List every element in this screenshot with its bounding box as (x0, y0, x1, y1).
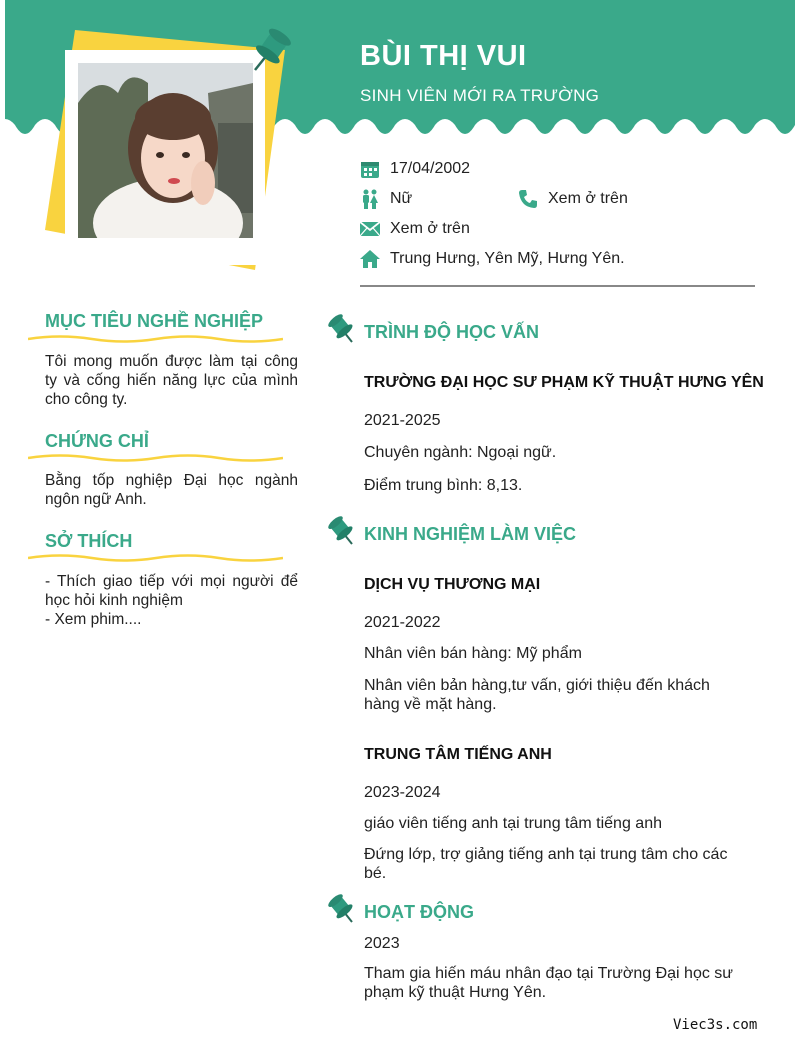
job-company: DỊCH VỤ THƯƠNG MẠI (364, 576, 541, 593)
job-description: Nhân viên bản hàng,tư vấn, giới thiệu đến khách hàng về mặt hàng. (364, 677, 710, 713)
education-gpa: Điểm trung bình: 8,13. (364, 477, 523, 494)
phone-value: Xem ở trên (548, 190, 628, 207)
pushpin-icon (328, 894, 356, 924)
school-name: TRƯỜNG ĐẠI HỌC SƯ PHẠM KỸ THUẬT HƯNG YÊN (364, 374, 764, 391)
job-description: Đứng lớp, trợ giảng tiếng anh tại trung tâm cho các bé. (364, 846, 728, 882)
job-years: 2021-2022 (364, 614, 441, 631)
phone-row (518, 189, 628, 209)
email-row (360, 219, 470, 239)
footer-watermark: Viec3s.com (673, 1017, 758, 1033)
hobby-title: SỞ THÍCH (45, 531, 133, 551)
activities-year: 2023 (364, 935, 400, 952)
photo-frame (65, 50, 265, 265)
cert-title: CHỨNG CHỈ (45, 431, 149, 451)
hobby-line-1: - Thích giao tiếp với mọi người để học hỏi kinh nghiệm (45, 573, 298, 609)
mail-icon (360, 219, 380, 239)
experience-title: KINH NGHIỆM LÀM VIỆC (364, 524, 577, 544)
activities-description: Tham gia hiến máu nhân đạo tại Trường Đại học sư phạm kỹ thuật Hưng Yên. (364, 965, 733, 1001)
home-icon (360, 249, 380, 269)
cert-text: Bằng tốp nghiệp Đại học ngành ngôn ngữ Anh. (45, 472, 298, 508)
job-position: giáo viên tiếng anh tại trung tâm tiếng anh (364, 815, 662, 832)
wavy-underline (28, 334, 283, 344)
contact-divider (360, 285, 755, 287)
education-major: Chuyên ngành: Ngoại ngữ. (364, 444, 557, 461)
address-row (360, 249, 625, 269)
gender-value: Nữ (390, 190, 413, 207)
wavy-underline (28, 553, 283, 563)
gender-icon (360, 189, 380, 209)
birthday-value: 17/04/2002 (390, 160, 471, 177)
pushpin-icon (328, 516, 356, 546)
hobby-line-2: - Xem phim.... (45, 611, 142, 628)
candidate-subtitle: SINH VIÊN MỚI RA TRƯỜNG (360, 86, 600, 105)
pushpin-icon (328, 314, 356, 344)
gender-row (360, 189, 412, 209)
birthday-row (360, 159, 470, 179)
education-years: 2021-2025 (364, 412, 441, 429)
phone-icon (518, 189, 538, 209)
job-years: 2023-2024 (364, 784, 441, 801)
avatar (78, 63, 253, 238)
wavy-underline (28, 453, 283, 463)
address-value: Trung Hưng, Yên Mỹ, Hưng Yên. (390, 250, 625, 267)
profile-photo-block (40, 25, 290, 275)
objective-title: MỤC TIÊU NGHỀ NGHIỆP (45, 311, 264, 331)
pushpin-icon (245, 25, 295, 75)
candidate-name: BÙI THỊ VUI (360, 40, 527, 72)
education-title: TRÌNH ĐỘ HỌC VẤN (364, 322, 539, 342)
activities-title: HOẠT ĐỘNG (364, 902, 474, 922)
objective-text: Tôi mong muốn được làm tại công ty và cống hiến năng lực của mình cho công ty. (45, 353, 298, 408)
email-value: Xem ở trên (390, 220, 470, 237)
job-position: Nhân viên bán hàng: Mỹ phẩm (364, 645, 582, 662)
job-company: TRUNG TÂM TIẾNG ANH (364, 746, 552, 763)
calendar-icon (360, 159, 380, 179)
